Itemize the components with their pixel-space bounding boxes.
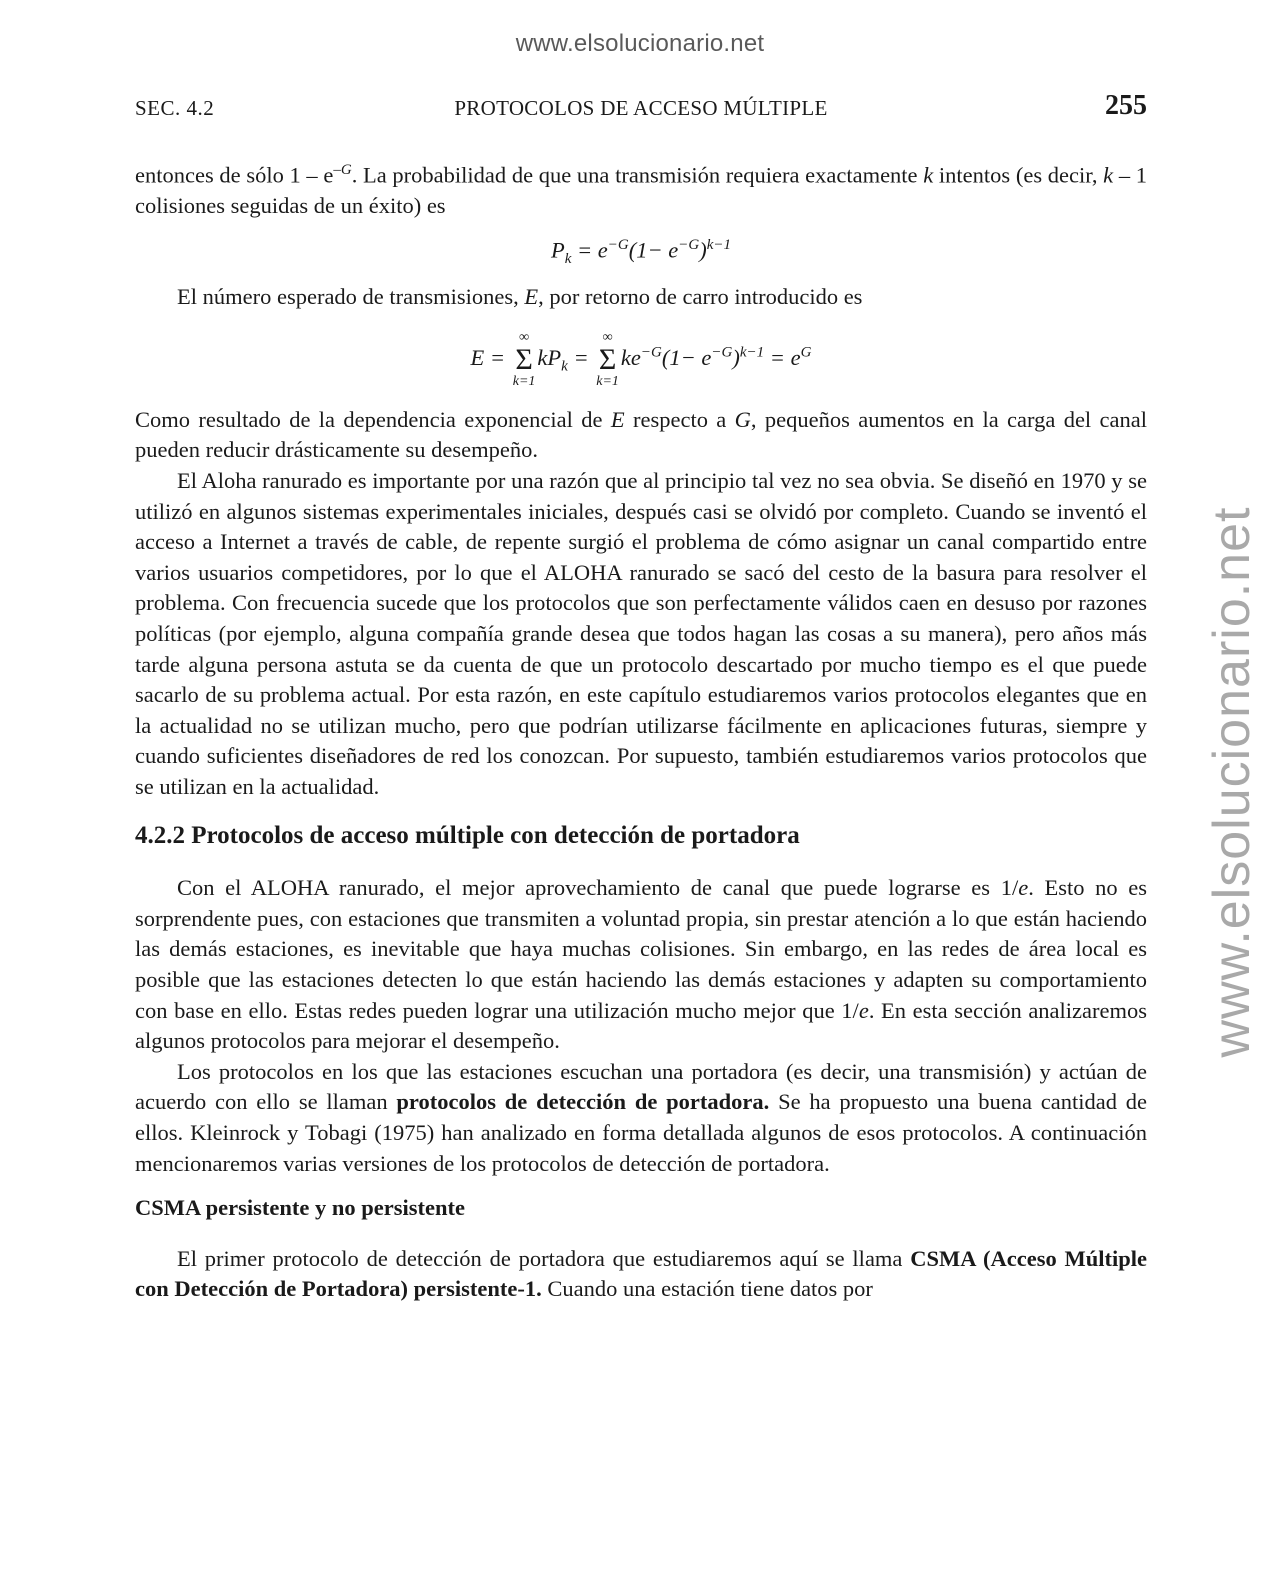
watermark-side-text: www.elsolucionario.net	[1203, 506, 1261, 1058]
watermark-top: www.elsolucionario.net	[515, 30, 765, 57]
equation-pk: $P_k = e^{-G}(1- e^{-G})^{k-1}$	[550, 236, 732, 267]
page-number: 255	[1105, 90, 1147, 121]
summation-1: ∞ Σ k=1	[512, 329, 536, 389]
header-title: PROTOCOLOS DE ACCESO MÚLTIPLE	[454, 96, 828, 120]
paragraph-6: Los protocolos en los que las estaciones escuchan una portadora (es decir, una transmisión) y actúan de acuerdo con ello se llaman protocolos de detección de portadora. Se ha propuesto una buena cantidad de ellos. Kleinrock y Tobagi (1975) han analizado en forma detallada algunos de esos protocolos. A continuación mencionaremos varias versiones de los protocolos de detección de portadora.	[135, 1058, 1148, 1176]
paragraph-1: entonces de sólo $1 - e^{-G}$. La probabilidad de que una transmisión requiera exactamente k intentos (es decir, k – 1 colisiones seguidas de un éxito) es	[135, 162, 1148, 219]
subsection-heading: CSMA persistente y no persistente	[135, 1195, 465, 1221]
header-section: SEC. 4.2	[135, 96, 215, 120]
paragraph-7: El primer protocolo de detección de portadora que estudiaremos aquí se llama CSMA (Acceso Múltiple con Detección de Portadora) persistente-1. Cuando una estación tiene datos por	[135, 1245, 1147, 1302]
summation-2: ∞ Σ k=1	[596, 329, 619, 389]
section-heading: 4.2.2 Protocolos de acceso múltiple con detección de portadora	[135, 821, 800, 849]
equation-e: E = ∞ Σ k=1 $kP_k$ = ∞ Σ k=1 $ke^{-G}(1- e^{-G})^{k-1} = e^G$	[470, 329, 812, 389]
paragraph-3: Como resultado de la dependencia exponencial de E respecto a G, pequeños aumentos en la carga del canal pueden reducir drásticamente su desempeño.	[135, 406, 1148, 463]
paragraph-4: El Aloha ranurado es importante por una razón que al principio tal vez no sea obvia. Se diseñó en 1970 y se utilizó en algunos sistemas experimentales iniciales, después casi se olvidó por completo. Cuando se inventó el acceso a Internet a través de cable, de repente surgió el problema de cómo asignar un canal compartido entre varios usuarios competidores, por lo que el ALOHA ranurado se sacó del cesto de la basura para resolver el problema. Con frecuencia sucede que los protocolos que son perfectamente válidos caen en desuso por razones políticas (por ejemplo, alguna compañía grande desea que todos hagan las cosas a su manera), pero años más tarde alguna persona astuta se da cuenta de que un protocolo descartado por mucho tiempo es el que puede sacarlo de su problema actual. Por esta razón, en este capítulo estudiaremos varios protocolos elegantes que en la actualidad no se utilizan mucho, pero que podrían utilizarse fácilmente en aplicaciones futuras, siempre y cuando suficientes diseñadores de red los conozcan. Por supuesto, también estudiaremos varios protocolos que se utilizan en la actualidad.	[135, 468, 1147, 799]
paragraph-5: Con el ALOHA ranurado, el mejor aprovechamiento de canal que puede lograrse es 1/e. Esto no es sorprendente pues, con estaciones que transmiten a voluntad propia, sin prestar atención a lo que están haciendo las demás estaciones, es inevitable que haya muchas colisiones. Sin embargo, en las redes de área local es posible que las estaciones detecten lo que están haciendo las demás estaciones y adapten su comportamiento con base en ello. Estas redes pueden lograr una utilización mucho mejor que 1/e. En esta sección analizaremos algunos protocolos para mejorar el desempeño.	[135, 875, 1147, 1054]
page-header	[135, 90, 1147, 124]
page-body	[135, 155, 1147, 1305]
paragraph-2: El número esperado de transmisiones, E, por retorno de carro introducido es	[177, 284, 863, 310]
